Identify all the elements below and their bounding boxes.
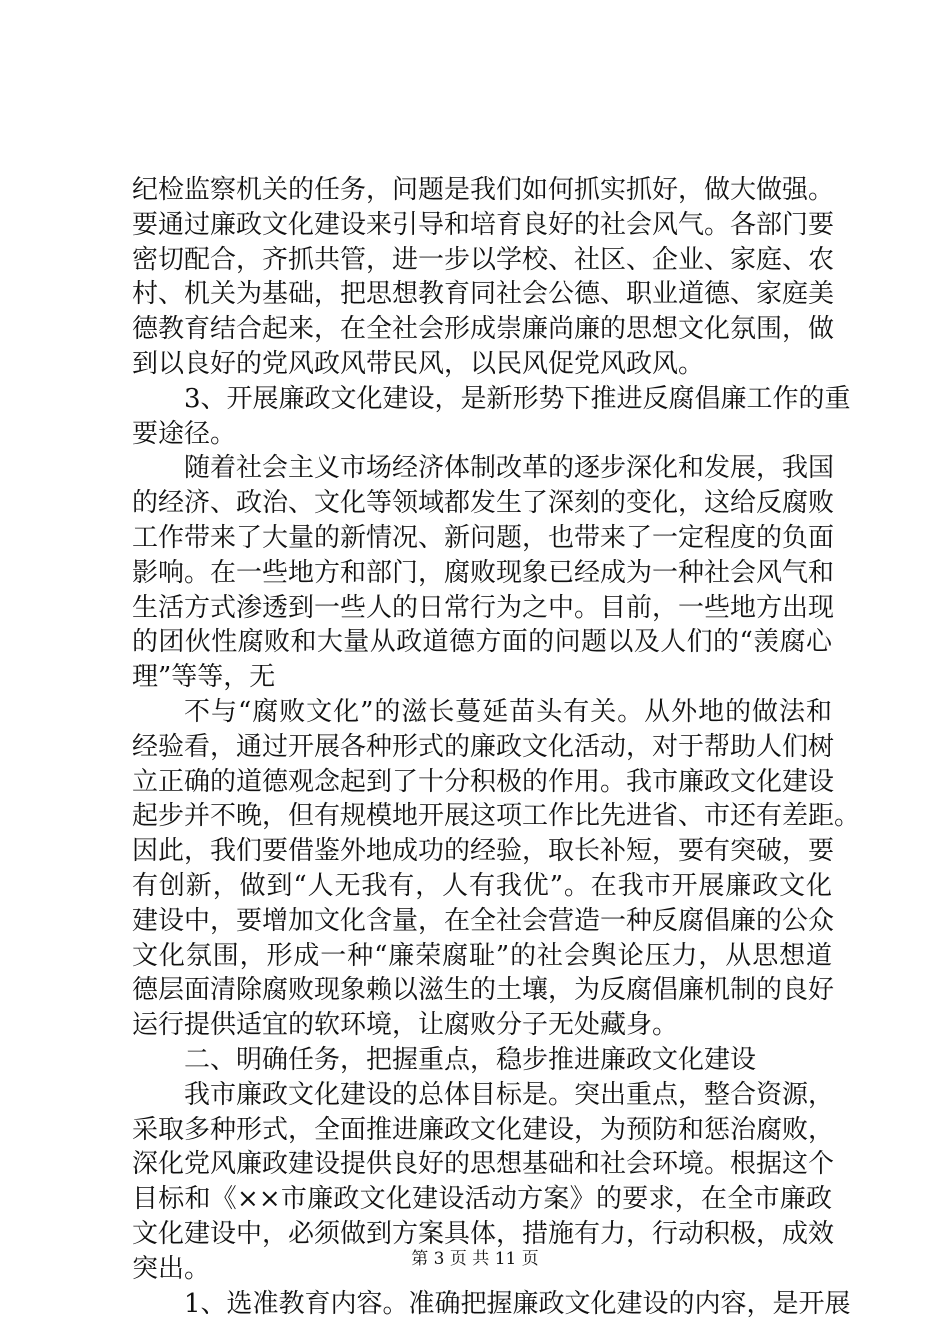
- text-line: 文化建设中，必须做到方案具体，措施有力，行动积极，成效: [132, 1218, 835, 1249]
- text-line: 密切配合，齐抓共管，进一步以学校、社区、企业、家庭、农: [132, 244, 835, 275]
- text-line: 3、开展廉政文化建设，是新形势下推进反腐倡廉工作的重: [184, 383, 851, 414]
- text-line: 影响。在一些地方和部门，腐败现象已经成为一种社会风气和: [132, 557, 835, 588]
- text-line: 生活方式渗透到一些人的日常行为之中。目前，一些地方出现: [132, 592, 835, 623]
- text-line: 不与“腐败文化”的滋长蔓延苗头有关。从外地的做法和: [184, 696, 832, 727]
- text-line: 理”等等，无: [132, 662, 276, 693]
- text-line: 德教育结合起来，在全社会形成崇廉尚廉的思想文化氛围，做: [132, 314, 835, 345]
- text-line: 的经济、政治、文化等领域都发生了深刻的变化，这给反腐败: [132, 488, 835, 519]
- text-line: 德层面清除腐败现象赖以滋生的土壤，为反腐倡廉机制的良好: [132, 975, 835, 1006]
- text-line: 采取多种形式，全面推进廉政文化建设，为预防和惩治腐败，: [132, 1114, 835, 1145]
- text-line: 深化党风廉政建设提供良好的思想基础和社会环境。根据这个: [132, 1149, 835, 1180]
- text-line: 文化氛围，形成一种“廉荣腐耻”的社会舆论压力，从思想道: [132, 940, 832, 971]
- text-line: 目标和《××市廉政文化建设活动方案》的要求，在全市廉政: [132, 1184, 832, 1215]
- section-heading: 二、明确任务，把握重点，稳步推进廉政文化建设: [184, 1044, 757, 1075]
- text-line: 到以良好的党风政风带民风，以民风促党风政风。: [132, 348, 705, 379]
- text-line: 的团伙性腐败和大量从政道德方面的问题以及人们的“羡腐心: [132, 627, 832, 658]
- text-line: 随着社会主义市场经济体制改革的逐步深化和发展，我国: [184, 453, 835, 484]
- text-line: 工作带来了大量的新情况、新问题，也带来了一定程度的负面: [132, 522, 835, 553]
- text-line: 我市廉政文化建设的总体目标是。突出重点，整合资源，: [184, 1079, 835, 1110]
- text-line: 1、选准教育内容。准确把握廉政文化建设的内容，是开展: [184, 1288, 851, 1319]
- text-line: 运行提供适宜的软环境，让腐败分子无处藏身。: [132, 1010, 679, 1041]
- text-line: 起步并不晚，但有规模地开展这项工作比先进省、市还有差距。: [132, 801, 861, 832]
- text-line: 要途径。: [132, 418, 237, 449]
- text-line: 有创新，做到“人无我有，人有我优”。在我市开展廉政文化: [132, 870, 832, 901]
- text-line: 纪检监察机关的任务，问题是我们如何抓实抓好，做大做强。: [132, 175, 835, 205]
- text-line: 要通过廉政文化建设来引导和培育良好的社会风气。各部门要: [132, 209, 835, 240]
- text-line: 经验看，通过开展各种形式的廉政文化活动，对于帮助人们树: [132, 731, 835, 762]
- page-number-footer: 第 3 页 共 11 页: [411, 1249, 539, 1269]
- body-text: [132, 173, 861, 1321]
- text-line: 因此，我们要借鉴外地成功的经验，取长补短，要有突破，要: [132, 836, 835, 867]
- text-line: 建设中，要增加文化含量，在全社会营造一种反腐倡廉的公众: [132, 905, 835, 936]
- text-line: 村、机关为基础，把思想教育同社会公德、职业道德、家庭美: [132, 279, 835, 310]
- text-line: 立正确的道德观念起到了十分积极的作用。我市廉政文化建设: [132, 766, 835, 797]
- text-line: 突出。: [132, 1253, 211, 1284]
